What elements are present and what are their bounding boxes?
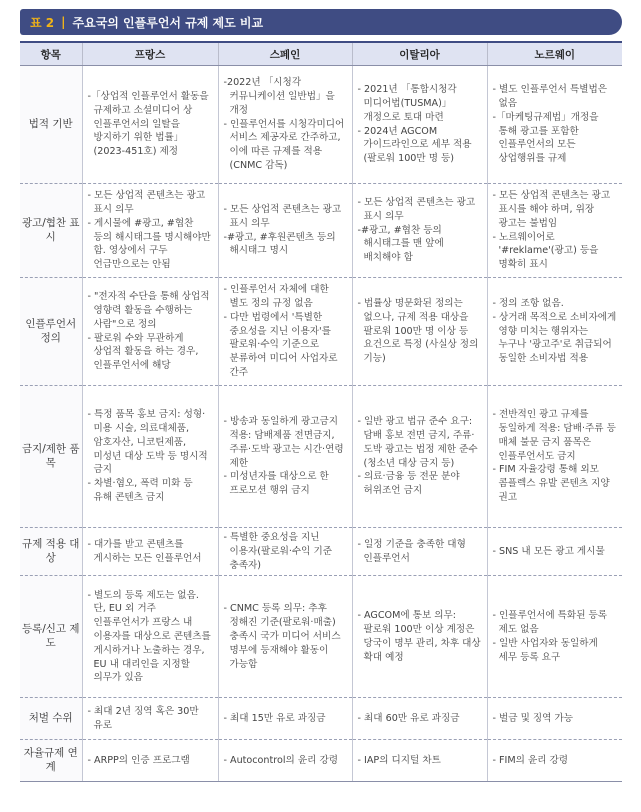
- table-title: 주요국의 인플루언서 규제 제도 비교: [72, 15, 264, 30]
- cell-item: - 모든 상업적 콘텐츠는 광고 표시 의무: [357, 197, 476, 222]
- cell-item: - "전자적 수단을 통해 상업적 영향력 활동을 수행하는 사람"으로 정의: [87, 291, 210, 330]
- row-header: 금지/제한 품목: [20, 386, 82, 528]
- table-row: [20, 740, 622, 782]
- cell-item: - 모든 상업적 콘텐츠는 광고 표시 의무: [87, 190, 206, 215]
- cell-item: - 일반 광고 법규 준수 요구: 담배 홍보 전면 금지, 주류·도박 광고는 법정 제한 준수 (청소년 대상 금지 등): [357, 416, 478, 469]
- cell-item: - 미성년자를 대상으로 한 프로모션 행위 금지: [223, 471, 329, 497]
- row-header: 규제 적용 대상: [20, 528, 82, 576]
- cell-item: - 방송과 동일하게 광고금지 적용: 담배제품 전면금지, 주류·도박 광고는 시간·연령 제한: [223, 416, 344, 469]
- table-row: [20, 386, 622, 528]
- cell-item: -#광고, #후원콘텐츠 등의 해시태그 명시: [223, 231, 336, 257]
- cell-item: -2022년 「시청각 커뮤니케이션 일반법」을 개정: [223, 77, 335, 116]
- header-france: 프랑스: [82, 42, 218, 66]
- header-row: [20, 42, 622, 66]
- cell-spain: [218, 278, 352, 386]
- table-row: [20, 278, 622, 386]
- cell-norway: [487, 184, 622, 278]
- cell-france: [82, 278, 218, 386]
- table-number: 표 2: [30, 15, 55, 30]
- cell-spain: [218, 698, 352, 740]
- cell-item: - 차별·혐오, 폭력 미화 등 유해 콘텐츠 금지: [87, 478, 193, 503]
- cell-item: - 노르웨이어로 '#reklame'(광고) 등을 명확히 표시: [492, 231, 599, 271]
- cell-item: - Autocontrol의 윤리 강령: [223, 754, 338, 766]
- cell-spain: [218, 386, 352, 528]
- cell-item: - 상거래 목적으로 소비자에게 영향 미치는 행위자는 누구나 '광고주'로 취급되어 동일한 소비자법 적용: [492, 311, 617, 365]
- header-spain: 스페인: [218, 42, 352, 66]
- cell-italy: [352, 184, 487, 278]
- cell-item: - 최대 2년 징역 혹은 30만 유로: [87, 706, 199, 731]
- cell-item: - FIM 자율강령 통해 외모 콤플렉스 유발 콘텐츠 지양 권고: [492, 464, 610, 503]
- cell-item: - 모든 상업적 콘텐츠는 광고 표시 의무: [223, 203, 342, 229]
- cell-item: - 2021년 「통합시청각 미디어법(TUSMA)」 개정으로 토대 마련: [357, 84, 457, 123]
- table-row: [20, 698, 622, 740]
- cell-norway: [487, 576, 622, 698]
- cell-france: [82, 698, 218, 740]
- cell-item: -#광고, #협찬 등의 해시태그를 맨 앞에 배치해야 함: [357, 224, 444, 264]
- cell-item: -「마케팅규제법」개정을 통해 광고를 포함한 인플루언서의 모든 상업행위를 규제: [492, 111, 599, 165]
- cell-norway: [487, 740, 622, 782]
- cell-item: - 일반 사업자와 동일하게 세무 등록 요구: [492, 637, 598, 663]
- cell-item: - 인플루언서를 시청각미디어 서비스 제공자로 간주하고, 이에 따른 규제를 적용(CNMC 감독): [223, 118, 345, 171]
- cell-item: - 팔로워 수와 무관하게 상업적 활동을 하는 경우, 인플루언서에 해당: [87, 332, 199, 372]
- table-row: [20, 184, 622, 278]
- cell-norway: [487, 386, 622, 528]
- cell-france: [82, 576, 218, 698]
- cell-item: - 대가를 받고 콘텐츠를 게시하는 모든 인플루언서: [87, 538, 202, 564]
- cell-norway: [487, 66, 622, 184]
- cell-item: - 별도 인플루언서 특별법은 없음: [492, 84, 608, 109]
- cell-item: - IAP의 디지털 차트: [357, 754, 441, 766]
- cell-spain: [218, 576, 352, 698]
- cell-france: [82, 184, 218, 278]
- cell-item: -「상업적 인플루언서 활동을 규제하고 소셜미디어 상 인플루언서의 일탈을 방지하기 위한 법률」(2023-451호) 제정: [87, 91, 209, 158]
- cell-italy: [352, 576, 487, 698]
- cell-norway: [487, 698, 622, 740]
- cell-norway: [487, 528, 622, 576]
- cell-item: - FIM의 윤리 강령: [492, 754, 569, 766]
- cell-france: [82, 386, 218, 528]
- cell-item: - 최대 60만 유로 과징금: [357, 712, 460, 724]
- cell-italy: [352, 740, 487, 782]
- row-header: 인플루언서 정의: [20, 278, 82, 386]
- comparison-table: [20, 41, 622, 782]
- header-norway: 노르웨이: [487, 42, 622, 66]
- row-header: 법적 기반: [20, 66, 82, 184]
- cell-item: - 다만 법령에서 '특별한 중요성을 지닌 이용자'를 팔로워·수익 기준으로 분류하여 미디어 사업자로 간주: [223, 311, 338, 378]
- header-italy: 이탈리아: [352, 42, 487, 66]
- cell-france: [82, 66, 218, 184]
- cell-france: [82, 740, 218, 782]
- cell-spain: [218, 528, 352, 576]
- cell-italy: [352, 278, 487, 386]
- cell-norway: [487, 278, 622, 386]
- cell-item: - 특정 품목 홍보 금지: 성형·미용 시술, 의료대체품, 암호자산, 니코틴제품, 미성년 대상 도박 등 명시적 금지: [87, 409, 208, 476]
- cell-item: - 벌금 및 징역 가능: [492, 712, 574, 724]
- cell-item: - 법률상 명문화된 정의는 없으나, 규제 적용 대상을 팔로워 100만 명 이상 등 요건으로 특정 (사실상 정의 기능): [357, 298, 479, 365]
- header-item: 항목: [20, 42, 82, 66]
- row-header: 광고/협찬 표시: [20, 184, 82, 278]
- cell-item: - CNMC 등록 의무: 추후 정해진 기준(팔로워·매출) 충족시 국가 미디어 서비스 명부에 등재해야 활동이 가능함: [223, 603, 341, 670]
- cell-spain: [218, 740, 352, 782]
- cell-item: - 일정 기준을 충족한 대형 인플루언서: [357, 538, 466, 564]
- cell-item: - AGCOM에 통보 의무: 팔로워 100만 이상 계정은 당국이 명부 관리, 차후 대상 확대 예정: [357, 610, 481, 663]
- title-separator: |: [61, 15, 66, 29]
- cell-item: - 인플루언서에 특화된 등록 제도 없음: [492, 610, 608, 636]
- cell-item: - SNS 내 모든 광고 게시물: [492, 545, 605, 557]
- cell-item: - 인플루언서 자체에 대한 별도 정의 규정 없음: [223, 284, 329, 309]
- table-title-bar: [20, 9, 622, 35]
- cell-item: - 정의 조항 없음.: [492, 298, 564, 309]
- table-row: [20, 66, 622, 184]
- cell-item: - 최대 15만 유로 과징금: [223, 712, 326, 724]
- cell-item: - 게시물에 #광고, #협찬 등의 해시태그를 명시해야만 함. 영상에서 구두 언급만으로는 안됨: [87, 217, 211, 271]
- cell-item: - 2024년 AGCOM 가이드라인으로 세부 적용 (팔로워 100만 명 등): [357, 125, 472, 165]
- row-header: 처벌 수위: [20, 698, 82, 740]
- cell-italy: [352, 698, 487, 740]
- cell-france: [82, 528, 218, 576]
- cell-italy: [352, 386, 487, 528]
- cell-item: - 의료·금융 등 전문 분야 허위조언 금지: [357, 471, 460, 497]
- cell-italy: [352, 66, 487, 184]
- cell-item: - 모든 상업적 콘텐츠는 광고 표시를 해야 하며, 위장 광고는 불법임: [492, 190, 611, 229]
- cell-spain: [218, 66, 352, 184]
- cell-item: - 전반적인 광고 규제를 동일하게 적용: 담배·주류 등 매체 불문 금지 품목은 인플루언서도 금지: [492, 409, 616, 462]
- cell-item: - ARPP의 인증 프로그램: [87, 754, 190, 766]
- table-row: [20, 576, 622, 698]
- table-row: [20, 528, 622, 576]
- cell-spain: [218, 184, 352, 278]
- row-header: 등록/신고 제도: [20, 576, 82, 698]
- cell-item: - 별도의 등록 제도는 없음. 단, EU 외 거주 인플루언서가 프랑스 내 이용자를 대상으로 콘텐츠를 게시하거나 노출하는 경우, EU 내 대리인을 지정할 의무가 있음: [87, 589, 211, 684]
- row-header: 자율규제 연계: [20, 740, 82, 782]
- cell-italy: [352, 528, 487, 576]
- cell-item: - 특별한 중요성을 지닌 이용자(팔로워·수익 기준 충족자): [223, 532, 333, 571]
